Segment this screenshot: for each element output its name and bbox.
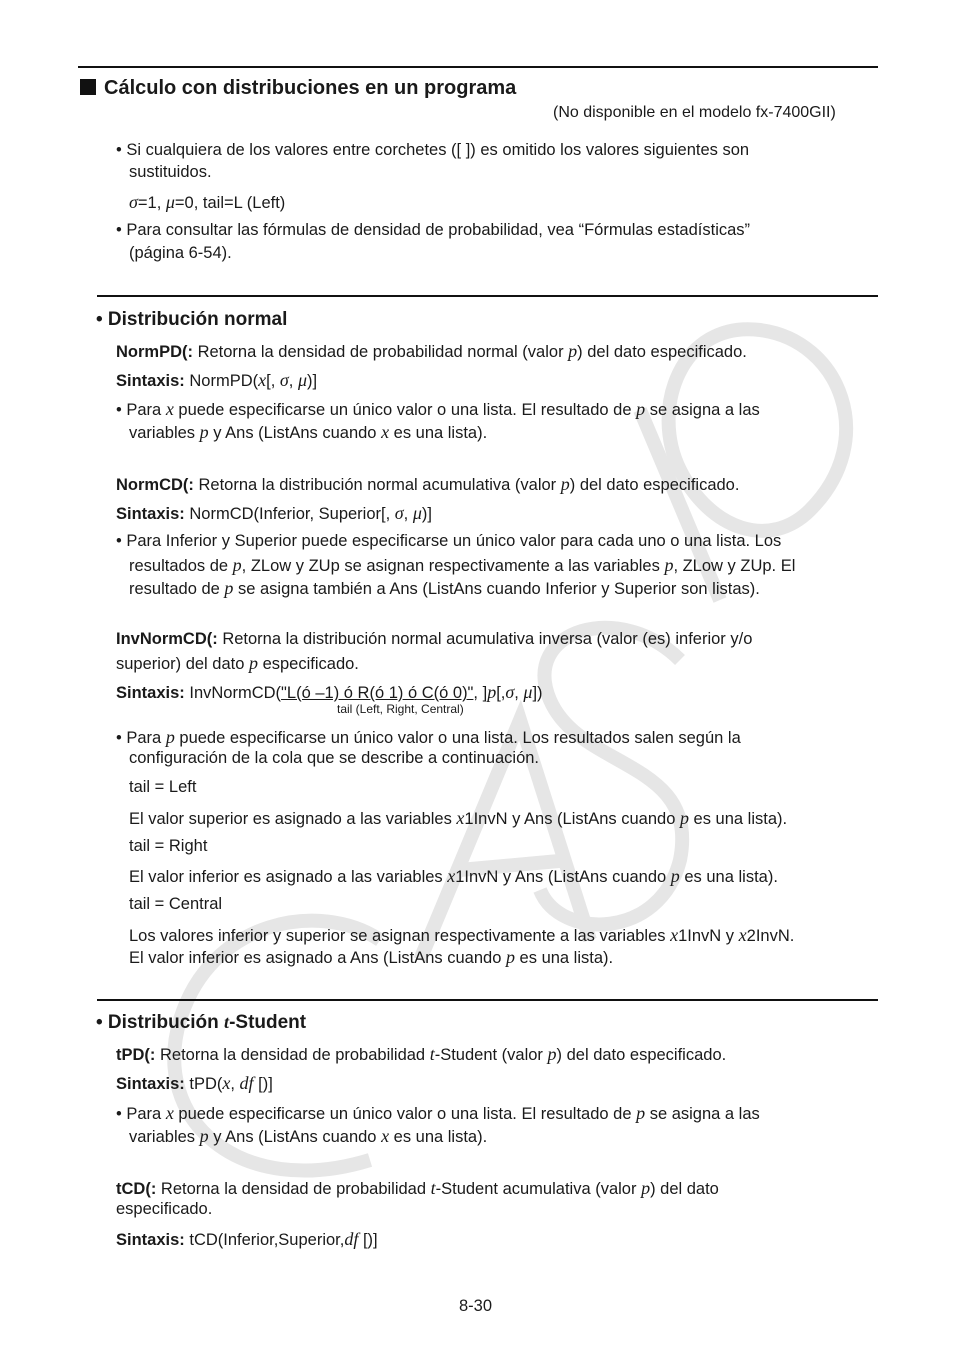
availability-note: (No disponible en el modelo fx-7400GII) [553, 104, 836, 121]
top-rule [78, 66, 878, 68]
tcd-desc-line-2: especificado. [116, 1200, 213, 1218]
intro-bullet-1-line-2: sustituidos. [129, 163, 212, 181]
normal-rule [97, 295, 878, 297]
tcd-syntax: Sintaxis: tCD(Inferior,Superior,df [)] [116, 1229, 378, 1249]
normpd-bullet-line-2: variables p y Ans (ListAns cuando x es una lista). [129, 422, 488, 442]
defaults-line: σ=1, μ=0, tail=L (Left) [129, 192, 286, 212]
normcd-bullet-line-2: resultados de p, ZLow y ZUp se asignan respectivamente a las variables p, ZLow y ZUp. El [129, 555, 796, 575]
normcd-bullet-line-1: • Para Inferior y Superior puede especificarse un único valor para cada uno o una lista. Los [116, 532, 782, 550]
invnormcd-bullet-line-1: • Para p puede especificarse un único valor o una lista. Los resultados salen según la [116, 727, 741, 747]
square-bullet-icon [80, 79, 96, 95]
invnormcd-desc-line-1: InvNormCD(: Retorna la distribución normal acumulativa inversa (valor (es) inferior y/o [116, 630, 753, 648]
invnormcd-syntax: Sintaxis: InvNormCD("L(ó –1) ó R(ó 1) ó C(ó 0)", ]p[,σ, μ]) [116, 682, 543, 702]
normpd-syntax: Sintaxis: NormPD(x[, σ, μ)] [116, 370, 318, 390]
tcd-desc-line-1: tCD(: Retorna la densidad de probabilidad t-Student acumulativa (valor p) del dato [116, 1178, 719, 1198]
tail-note: tail (Left, Right, Central) [337, 702, 464, 716]
tpd-bullet-line-1: • Para x puede especificarse un único valor o una lista. El resultado de p se asigna a las [116, 1103, 760, 1123]
tail-left-label: tail = Left [129, 778, 197, 796]
tail-right-desc: El valor inferior es asignado a las variables x1InvN y Ans (ListAns cuando p es una lista). [129, 866, 778, 886]
tail-right-label: tail = Right [129, 837, 208, 855]
normcd-bullet-line-3: resultado de p se asigna también a Ans (ListAns cuando Inferior y Superior son listas). [129, 578, 760, 598]
section-title: Cálculo con distribuciones en un programa [80, 77, 516, 100]
normpd-desc: NormPD(: Retorna la densidad de probabilidad normal (valor p) del dato especificado. [116, 341, 747, 361]
tpd-desc: tPD(: Retorna la densidad de probabilidad t-Student (valor p) del dato especificado. [116, 1044, 727, 1064]
intro-bullet-2-line-1: • Para consultar las fórmulas de densidad de probabilidad, vea “Fórmulas estadísticas” [116, 221, 751, 239]
tail-central-label: tail = Central [129, 895, 223, 913]
normcd-desc: NormCD(: Retorna la distribución normal acumulativa (valor p) del dato especificado. [116, 474, 740, 494]
normal-heading: • Distribución normal [96, 309, 288, 330]
invnormcd-desc-line-2: superior) del dato p especificado. [116, 653, 359, 673]
page-number: 8-30 [459, 1297, 493, 1315]
tpd-bullet-line-2: variables p y Ans (ListAns cuando x es una lista). [129, 1126, 488, 1146]
student-rule [97, 999, 878, 1001]
student-heading: • Distribución t-Student [96, 1012, 307, 1033]
intro-bullet-1-line-1: • Si cualquiera de los valores entre corchetes ([ ]) es omitido los valores siguientes son [116, 141, 750, 159]
normcd-syntax: Sintaxis: NormCD(Inferior, Superior[, σ, μ)] [116, 503, 432, 523]
normpd-bullet-line-1: • Para x puede especificarse un único valor o una lista. El resultado de p se asigna a las [116, 399, 760, 419]
tpd-syntax: Sintaxis: tPD(x, df [)] [116, 1073, 273, 1093]
invnormcd-bullet-line-2: configuración de la cola que se describe a continuación. [129, 749, 540, 767]
tail-central-desc-line-1: Los valores inferior y superior se asignan respectivamente a las variables x1InvN y x2InvN. [129, 925, 795, 945]
intro-bullet-2-line-2: (página 6-54). [129, 244, 232, 262]
tail-central-desc-line-2: El valor inferior es asignado a Ans (ListAns cuando p es una lista). [129, 947, 614, 967]
tail-left-desc: El valor superior es asignado a las variables x1InvN y Ans (ListAns cuando p es una lista). [129, 808, 788, 828]
